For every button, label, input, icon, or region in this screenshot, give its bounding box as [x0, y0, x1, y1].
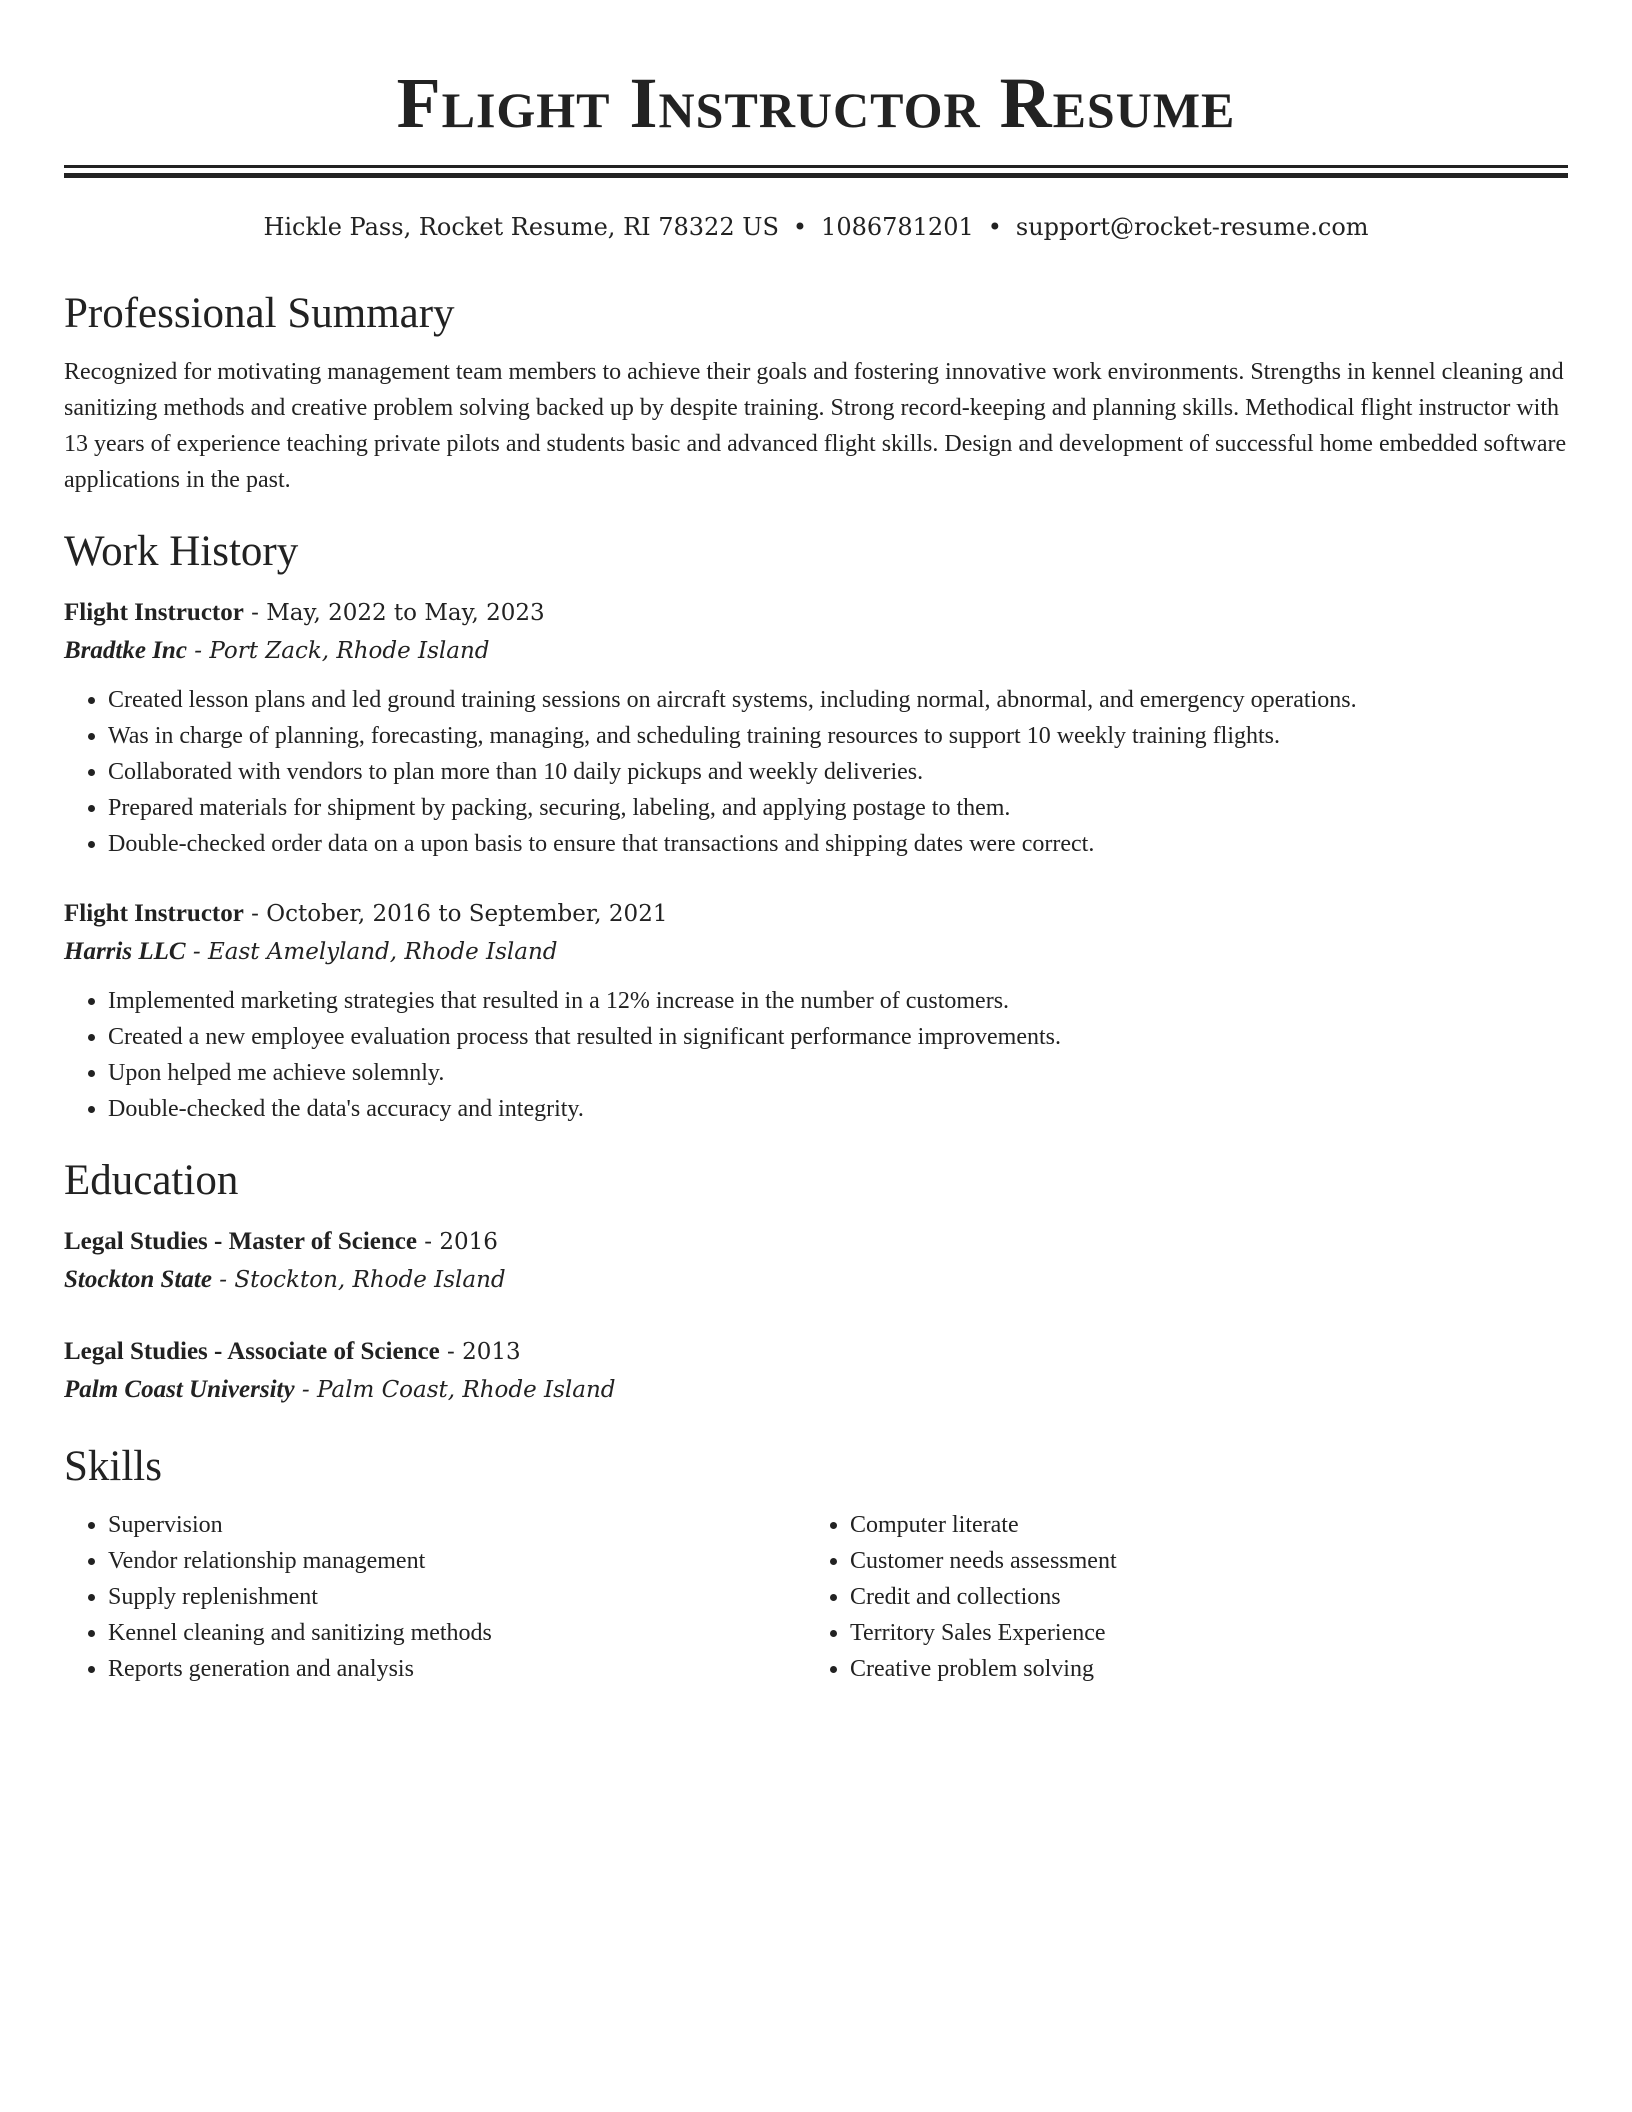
skills-column-right	[806, 1507, 1548, 1687]
job-duty-item: • Prepared materials for shipment by packing, securing, labeling, and applying postage to them.	[108, 790, 1568, 826]
skills-column-left	[64, 1507, 806, 1687]
job-title-line	[64, 594, 1568, 632]
job-entry	[64, 895, 1568, 1127]
contact-separator: •	[792, 213, 808, 241]
job-duty-item: • Double-checked the data's accuracy and integrity.	[108, 1091, 1568, 1127]
skill-item: • Credit and collections	[850, 1579, 1548, 1615]
job-duties-list	[64, 682, 1568, 862]
education-location: - Palm Coast, Rhode Island	[294, 1377, 616, 1403]
skill-item: • Computer literate	[850, 1507, 1548, 1543]
education-year: - 2013	[439, 1339, 521, 1365]
skill-item: • Supply replenishment	[108, 1579, 806, 1615]
job-company: Bradtke Inc	[64, 637, 187, 664]
skill-item: • Vendor relationship management	[108, 1543, 806, 1579]
job-duty-item: • Was in charge of planning, forecasting, managing, and scheduling training resources to support 10 weekly training flights.	[108, 718, 1568, 754]
skill-item: • Reports generation and analysis	[108, 1651, 806, 1687]
education-degree: Legal Studies - Master of Science	[64, 1228, 417, 1255]
job-role: Flight Instructor	[64, 599, 244, 626]
job-duty-item: • Implemented marketing strategies that resulted in a 12% increase in the number of customers.	[108, 983, 1568, 1019]
job-role: Flight Instructor	[64, 900, 244, 927]
education-school: Stockton State	[64, 1266, 212, 1293]
work-history-heading: Work History	[64, 528, 299, 575]
skills-list	[806, 1507, 1548, 1687]
job-company: Harris LLC	[64, 938, 186, 965]
summary-heading: Professional Summary	[64, 290, 455, 337]
education-school-line	[64, 1371, 1568, 1409]
job-duty-item: • Created a new employee evaluation process that resulted in significant performance improvements.	[108, 1019, 1568, 1055]
education-degree-line	[64, 1223, 1568, 1261]
title-rule-top	[64, 165, 1568, 168]
education-location: - Stockton, Rhode Island	[211, 1267, 506, 1293]
contact-separator: •	[987, 213, 1002, 241]
job-employer-line	[64, 632, 1568, 670]
education-heading: Education	[64, 1157, 239, 1204]
skill-item: • Kennel cleaning and sanitizing methods	[108, 1615, 806, 1651]
contact-email[interactable]: support@rocket-resume.com	[1015, 213, 1369, 241]
contact-line	[64, 210, 1568, 244]
job-employer-line	[64, 933, 1568, 971]
education-degree-line	[64, 1333, 1568, 1371]
skills-heading: Skills	[64, 1443, 162, 1490]
job-dates: - October, 2016 to September, 2021	[243, 901, 668, 927]
education-entry	[64, 1223, 1568, 1299]
job-duty-item: • Upon helped me achieve solemnly.	[108, 1055, 1568, 1091]
title-rule-bottom	[64, 173, 1568, 178]
contact-phone: 1086781201	[821, 213, 974, 241]
job-location: - East Amelyland, Rhode Island	[185, 939, 558, 965]
skills-grid	[64, 1507, 1568, 1687]
education-school: Palm Coast University	[64, 1376, 295, 1403]
resume-page	[64, 0, 1568, 1687]
job-duty-item: • Collaborated with vendors to plan more than 10 daily pickups and weekly deliveries.	[108, 754, 1568, 790]
summary-text: Recognized for motivating management team members to achieve their goals and fostering innovative work environments. Strengths in kennel cleaning and sanitizing methods and creative problem solving backed up by despite training. Strong record-keeping and planning skills. Methodical flight instructor with 13 years of experience teaching private pilots and students basic and advanced flight skills. Design and development of successful home embedded software applications in the past.	[64, 359, 1567, 493]
job-duty-item: • Double-checked order data on a upon basis to ensure that transactions and shipping dates were correct.	[108, 826, 1568, 862]
job-duties-list	[64, 983, 1568, 1127]
job-entry	[64, 594, 1568, 862]
education-school-line	[64, 1261, 1568, 1299]
skills-list	[64, 1507, 806, 1687]
job-title-line	[64, 895, 1568, 933]
education-degree: Legal Studies - Associate of Science	[64, 1338, 440, 1365]
job-location: - Port Zack, Rhode Island	[186, 638, 490, 664]
skill-item: • Creative problem solving	[850, 1651, 1548, 1687]
job-duty-item: • Created lesson plans and led ground training sessions on aircraft systems, including normal, abnormal, and emergency operations.	[108, 682, 1568, 718]
skill-item: • Customer needs assessment	[850, 1543, 1548, 1579]
job-dates: - May, 2022 to May, 2023	[243, 600, 545, 626]
skill-item: • Supervision	[108, 1507, 806, 1543]
education-year: - 2016	[416, 1229, 498, 1255]
education-entry	[64, 1333, 1568, 1409]
contact-address: Hickle Pass, Rocket Resume, RI 78322 US	[263, 213, 779, 241]
skill-item: • Territory Sales Experience	[850, 1615, 1548, 1651]
resume-title: Flight Instructor Resume	[396, 63, 1236, 143]
